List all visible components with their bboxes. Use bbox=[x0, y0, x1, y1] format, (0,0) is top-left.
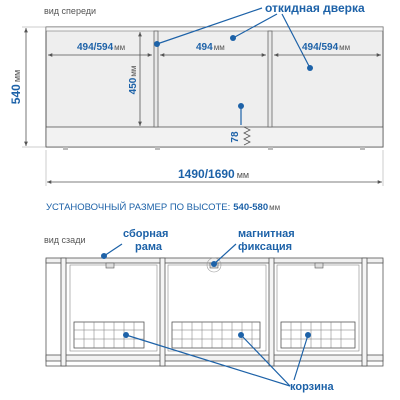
gap-point bbox=[238, 103, 244, 109]
magnet-clip bbox=[106, 263, 114, 268]
top-rail bbox=[46, 27, 383, 31]
callout-frame-line1: сборная bbox=[123, 228, 169, 240]
callout-basket: корзина bbox=[290, 381, 334, 393]
magnet-clip bbox=[315, 263, 323, 268]
svg-text:450мм: 450мм bbox=[128, 65, 139, 95]
basket-point bbox=[238, 332, 244, 338]
door-point bbox=[307, 65, 313, 71]
total-width-label: 1490/1690 мм bbox=[178, 167, 250, 181]
back-view-label: вид сзади bbox=[44, 235, 86, 245]
back-post bbox=[61, 258, 66, 366]
total-height-label bbox=[9, 70, 23, 104]
callout-frame-line2: рама bbox=[135, 241, 162, 253]
back-post bbox=[269, 258, 274, 366]
basket-point bbox=[123, 332, 129, 338]
foot bbox=[63, 147, 68, 150]
panel-left-width: 494/594мм bbox=[77, 42, 126, 53]
callout-magnet-line1: магнитная bbox=[238, 228, 295, 240]
svg-text:540мм: 540мм bbox=[9, 69, 23, 105]
svg-text:78: 78 bbox=[230, 131, 241, 143]
back-screen bbox=[46, 258, 383, 366]
back-post bbox=[362, 258, 367, 366]
front-view-label: вид спереди bbox=[44, 6, 97, 16]
door-point bbox=[230, 35, 236, 41]
gap-label bbox=[230, 131, 241, 143]
foot bbox=[360, 147, 365, 150]
frame-point bbox=[101, 253, 107, 259]
frame-leader bbox=[104, 244, 122, 256]
foot bbox=[155, 147, 160, 150]
door-point bbox=[154, 41, 160, 47]
panel-mid-width: 494мм bbox=[196, 42, 225, 53]
magnet-point bbox=[211, 261, 217, 267]
back-outline bbox=[46, 260, 383, 366]
callout-door: откидная дверка bbox=[265, 1, 365, 15]
bottom-plinth bbox=[46, 127, 383, 147]
back-bottom-rail bbox=[46, 355, 383, 361]
front-divider-right bbox=[268, 31, 272, 127]
install-note: УСТАНОВОЧНЫЙ РАЗМЕР ПО ВЫСОТЕ: 540-580мм bbox=[46, 202, 281, 213]
basket-point bbox=[305, 332, 311, 338]
panel-height-label bbox=[128, 66, 139, 95]
callout-magnet-line2: фиксация bbox=[238, 241, 293, 253]
back-post bbox=[160, 258, 165, 366]
panel-right-width: 494/594мм bbox=[302, 42, 351, 53]
foot bbox=[268, 147, 273, 150]
